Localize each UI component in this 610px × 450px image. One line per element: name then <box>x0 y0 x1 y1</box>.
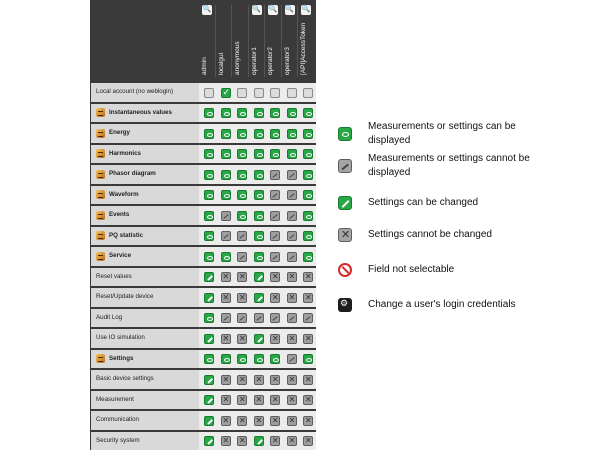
row-cells <box>201 104 317 123</box>
cannot-change-icon[interactable] <box>221 293 231 303</box>
column-divider <box>264 5 265 77</box>
cannot-display-icon[interactable] <box>270 170 280 180</box>
row-label <box>91 227 199 246</box>
can-display-icon[interactable] <box>303 108 313 118</box>
row-label-text: Measurement <box>96 395 134 403</box>
can-change-icon[interactable] <box>204 272 214 282</box>
cannot-change-icon[interactable] <box>303 293 313 303</box>
column-label: operator3 <box>283 47 291 75</box>
row-label <box>91 288 199 307</box>
row-label <box>91 124 199 143</box>
eye-icon <box>338 127 352 141</box>
cannot-change-icon[interactable] <box>303 375 313 385</box>
table-row <box>91 124 316 143</box>
row-label-text: Settings <box>109 354 134 362</box>
cannot-change-icon[interactable] <box>287 272 297 282</box>
legend-text: Measurements or settings can be displayed <box>368 121 516 146</box>
cannot-change-icon[interactable] <box>254 375 264 385</box>
key-icon <box>338 298 352 312</box>
cannot-change-icon[interactable] <box>237 375 247 385</box>
cannot-change-icon[interactable] <box>237 293 247 303</box>
cannot-change-icon[interactable] <box>303 395 313 405</box>
can-display-icon[interactable] <box>270 354 280 364</box>
legend-text: Settings can be changed <box>368 197 479 208</box>
column-label: anonymous <box>234 41 241 75</box>
can-display-icon[interactable] <box>303 211 313 221</box>
table-row <box>91 186 316 205</box>
can-display-icon[interactable] <box>221 354 231 364</box>
change-credentials-icon[interactable]: 🔍 <box>301 6 311 13</box>
row-label <box>91 411 199 430</box>
table-row <box>91 309 316 328</box>
row-cells <box>201 391 317 410</box>
cannot-change-icon[interactable] <box>270 334 280 344</box>
row-cells <box>201 145 317 164</box>
can-display-icon[interactable] <box>204 354 214 364</box>
cannot-display-icon[interactable] <box>270 252 280 262</box>
can-display-icon[interactable] <box>254 252 264 262</box>
cannot-display-icon[interactable] <box>287 190 297 200</box>
cannot-change-icon[interactable] <box>221 334 231 344</box>
column-label: localgui <box>217 52 225 75</box>
can-display-icon[interactable] <box>303 231 313 241</box>
can-change-icon[interactable] <box>254 436 264 446</box>
table-row <box>91 411 316 430</box>
unchecked-checkbox[interactable] <box>237 88 247 98</box>
cannot-display-icon[interactable] <box>287 170 297 180</box>
cannot-change-icon[interactable] <box>270 293 280 303</box>
table-row <box>91 432 316 450</box>
section-icon <box>96 231 105 240</box>
row-cells <box>201 370 317 389</box>
row-label-text: Audit Log <box>96 313 123 321</box>
table-row <box>91 268 316 287</box>
cannot-change-icon[interactable] <box>221 395 231 405</box>
column-admin <box>199 5 216 77</box>
legend-text: Measurements or settings cannot be displayed <box>368 153 530 178</box>
column--api-accesstoken <box>298 5 315 77</box>
cannot-change-icon[interactable] <box>287 293 297 303</box>
row-label-text: Use IO simulation <box>96 334 145 341</box>
can-change-icon[interactable] <box>254 272 264 282</box>
can-change-icon[interactable] <box>204 395 214 405</box>
section-icon <box>96 108 105 117</box>
can-display-icon[interactable] <box>303 149 313 159</box>
row-label <box>91 186 199 205</box>
cannot-display-icon[interactable] <box>221 211 231 221</box>
can-display-icon[interactable] <box>287 149 297 159</box>
column-divider <box>281 5 282 77</box>
cannot-change-icon[interactable] <box>254 416 264 426</box>
section-icon <box>96 211 105 220</box>
cannot-display-icon[interactable] <box>287 211 297 221</box>
checked-checkbox[interactable] <box>221 88 231 98</box>
row-label-text: Harmonics <box>109 149 141 157</box>
cannot-change-icon[interactable] <box>270 416 280 426</box>
table-row <box>91 227 316 246</box>
can-display-icon[interactable] <box>270 129 280 139</box>
section-icon <box>96 354 105 363</box>
row-cells <box>201 247 317 266</box>
column-label: [API]AccessToken <box>300 22 307 75</box>
row-cells <box>201 124 317 143</box>
unchecked-checkbox[interactable] <box>287 88 297 98</box>
can-display-icon[interactable] <box>204 252 214 262</box>
can-display-icon[interactable] <box>204 108 214 118</box>
can-display-icon[interactable] <box>303 354 313 364</box>
can-display-icon[interactable] <box>254 129 264 139</box>
row-label <box>91 104 199 123</box>
prohibited-icon <box>338 263 352 277</box>
table-row <box>91 247 316 266</box>
can-display-icon[interactable] <box>254 149 264 159</box>
row-cells <box>201 350 317 369</box>
cannot-display-icon[interactable] <box>237 252 247 262</box>
can-display-icon[interactable] <box>303 252 313 262</box>
cannot-change-icon[interactable] <box>303 416 313 426</box>
row-label <box>91 432 199 450</box>
row-label <box>91 145 199 164</box>
can-display-icon[interactable] <box>254 190 264 200</box>
row-cells <box>201 227 317 246</box>
column-divider <box>297 5 298 77</box>
can-display-icon[interactable] <box>254 211 264 221</box>
row-label <box>91 329 199 348</box>
column-operator1 <box>249 5 266 77</box>
legend-text: Field not selectable <box>368 264 455 275</box>
can-change-icon[interactable] <box>204 375 214 385</box>
row-label-text: Service <box>109 252 132 259</box>
row-label-text: Reset values <box>96 272 132 280</box>
cannot-display-icon[interactable] <box>270 190 280 200</box>
column-divider <box>215 5 216 77</box>
can-display-icon[interactable] <box>237 354 247 364</box>
legend-item <box>338 152 598 180</box>
can-display-icon[interactable] <box>270 149 280 159</box>
row-label-text: Waveform <box>109 190 139 198</box>
can-display-icon[interactable] <box>254 231 264 241</box>
unchecked-checkbox[interactable] <box>270 88 280 98</box>
cannot-change-icon[interactable] <box>287 375 297 385</box>
cannot-change-icon[interactable] <box>303 272 313 282</box>
column-label: operator1 <box>250 47 258 75</box>
change-credentials-icon[interactable]: 🔍 <box>268 6 278 13</box>
can-display-icon[interactable] <box>303 190 313 200</box>
section-icon <box>96 129 105 138</box>
table-row <box>91 165 316 184</box>
can-change-icon[interactable] <box>204 293 214 303</box>
can-display-icon[interactable] <box>287 108 297 118</box>
can-change-icon[interactable] <box>254 293 264 303</box>
can-display-icon[interactable] <box>204 231 214 241</box>
table-row <box>91 206 316 225</box>
can-display-icon[interactable] <box>237 170 247 180</box>
can-display-icon[interactable] <box>204 190 214 200</box>
unchecked-checkbox[interactable] <box>254 88 264 98</box>
row-label-text: Phasor diagram <box>109 170 156 177</box>
section-icon <box>96 149 105 158</box>
row-label <box>91 309 199 328</box>
can-display-icon[interactable] <box>204 313 214 323</box>
can-display-icon[interactable] <box>221 129 231 139</box>
can-display-icon[interactable] <box>204 170 214 180</box>
can-display-icon[interactable] <box>270 108 280 118</box>
can-change-icon[interactable] <box>204 416 214 426</box>
can-display-icon[interactable] <box>237 211 247 221</box>
cannot-change-icon[interactable] <box>221 375 231 385</box>
legend-item <box>338 228 598 242</box>
column-divider <box>248 5 249 77</box>
table-row <box>91 350 316 369</box>
cannot-change-icon[interactable] <box>270 272 280 282</box>
can-display-icon[interactable] <box>221 170 231 180</box>
legend-text: Settings cannot be changed <box>368 229 492 240</box>
can-display-icon[interactable] <box>254 170 264 180</box>
cannot-change-icon[interactable] <box>287 436 297 446</box>
cannot-change-icon[interactable] <box>287 416 297 426</box>
row-label <box>91 206 199 225</box>
row-cells <box>201 411 317 430</box>
can-display-icon[interactable] <box>237 108 247 118</box>
row-cells <box>201 288 317 307</box>
cannot-change-icon[interactable] <box>237 416 247 426</box>
cannot-change-icon[interactable] <box>270 436 280 446</box>
cannot-display-icon[interactable] <box>287 252 297 262</box>
eye-slash-icon <box>338 159 352 173</box>
row-cells <box>201 83 317 102</box>
row-label <box>91 268 199 287</box>
cannot-change-icon[interactable] <box>287 334 297 344</box>
can-change-icon[interactable] <box>204 334 214 344</box>
legend-text: Change a user's login credentials <box>368 299 516 310</box>
cannot-display-icon[interactable] <box>221 313 231 323</box>
table-row <box>91 104 316 123</box>
can-display-icon[interactable] <box>221 190 231 200</box>
cannot-change-icon[interactable] <box>221 436 231 446</box>
can-display-icon[interactable] <box>303 170 313 180</box>
row-cells <box>201 309 317 328</box>
can-display-icon[interactable] <box>237 129 247 139</box>
pencil-icon <box>338 196 352 210</box>
row-label-text: Basic device settings <box>96 375 154 382</box>
column-localgui <box>216 5 233 77</box>
unchecked-checkbox[interactable] <box>303 88 313 98</box>
can-display-icon[interactable] <box>204 211 214 221</box>
cannot-change-icon[interactable] <box>287 395 297 405</box>
table-row <box>91 329 316 348</box>
row-label <box>91 370 199 389</box>
row-cells <box>201 268 317 287</box>
cannot-change-icon[interactable] <box>237 272 247 282</box>
legend-item <box>338 196 598 210</box>
column-anonymous <box>232 5 249 77</box>
column-divider <box>231 5 232 77</box>
pencil-off-icon <box>338 228 352 242</box>
row-label-text: Energy <box>109 129 130 136</box>
cannot-change-icon[interactable] <box>221 416 231 426</box>
cannot-display-icon[interactable] <box>237 313 247 323</box>
cannot-change-icon[interactable] <box>237 395 247 405</box>
cannot-change-icon[interactable] <box>237 436 247 446</box>
column-header <box>199 5 315 77</box>
can-change-icon[interactable] <box>254 334 264 344</box>
column-operator3 <box>282 5 299 77</box>
row-label-text: Security system <box>96 436 140 444</box>
row-cells <box>201 432 317 450</box>
row-label-text: Instantaneous values <box>109 108 172 116</box>
row-label <box>91 350 199 369</box>
can-display-icon[interactable] <box>204 129 214 139</box>
section-icon <box>96 252 105 261</box>
change-credentials-icon[interactable]: 🔍 <box>252 6 261 13</box>
row-label <box>91 83 199 102</box>
cannot-display-icon[interactable] <box>270 231 280 241</box>
cannot-display-icon[interactable] <box>254 313 264 323</box>
table-row <box>91 391 316 410</box>
can-display-icon[interactable] <box>221 149 231 159</box>
cannot-display-icon[interactable] <box>270 211 280 221</box>
cannot-change-icon[interactable] <box>303 334 313 344</box>
can-display-icon[interactable] <box>287 129 297 139</box>
cannot-change-icon[interactable] <box>237 334 247 344</box>
cannot-display-icon[interactable] <box>303 313 313 323</box>
cannot-display-icon[interactable] <box>221 231 231 241</box>
section-icon <box>96 190 105 199</box>
table-row <box>91 288 316 307</box>
can-display-icon[interactable] <box>303 129 313 139</box>
row-label <box>91 391 199 410</box>
section-icon <box>96 170 105 179</box>
can-display-icon[interactable] <box>254 354 264 364</box>
change-credentials-icon[interactable]: 🔍 <box>202 6 212 13</box>
legend-item <box>338 298 598 312</box>
row-label-text: Local account (no weblogin) <box>96 88 174 95</box>
row-label-text: Events <box>109 211 130 218</box>
column-label: admin <box>201 57 208 75</box>
can-display-icon[interactable] <box>237 149 247 159</box>
table-row <box>91 370 316 389</box>
cannot-display-icon[interactable] <box>287 313 297 323</box>
row-label <box>91 165 199 184</box>
can-change-icon[interactable] <box>204 436 214 446</box>
column-label: operator2 <box>267 47 274 75</box>
row-cells <box>201 186 317 205</box>
row-label-text: PQ statistic <box>109 231 144 239</box>
unchecked-checkbox[interactable] <box>204 88 214 98</box>
table-row <box>91 83 316 102</box>
can-display-icon[interactable] <box>221 252 231 262</box>
cannot-change-icon[interactable] <box>221 272 231 282</box>
row-cells <box>201 329 317 348</box>
cannot-display-icon[interactable] <box>237 231 247 241</box>
row-cells <box>201 206 317 225</box>
cannot-change-icon[interactable] <box>270 395 280 405</box>
row-label-text: Reset/Update device <box>96 293 154 300</box>
cannot-change-icon[interactable] <box>303 436 313 446</box>
cannot-display-icon[interactable] <box>287 354 297 364</box>
cannot-change-icon[interactable] <box>254 395 264 405</box>
row-label <box>91 247 199 266</box>
can-display-icon[interactable] <box>237 190 247 200</box>
legend-item <box>338 263 598 277</box>
column-operator2 <box>265 5 282 77</box>
cannot-display-icon[interactable] <box>287 231 297 241</box>
cannot-change-icon[interactable] <box>270 375 280 385</box>
can-display-icon[interactable] <box>204 149 214 159</box>
cannot-display-icon[interactable] <box>270 313 280 323</box>
row-cells <box>201 165 317 184</box>
change-credentials-icon[interactable]: 🔍 <box>285 6 294 13</box>
table-row <box>91 145 316 164</box>
can-display-icon[interactable] <box>254 108 264 118</box>
can-display-icon[interactable] <box>221 108 231 118</box>
legend-item <box>338 120 598 148</box>
row-label-text: Communication <box>96 416 139 423</box>
